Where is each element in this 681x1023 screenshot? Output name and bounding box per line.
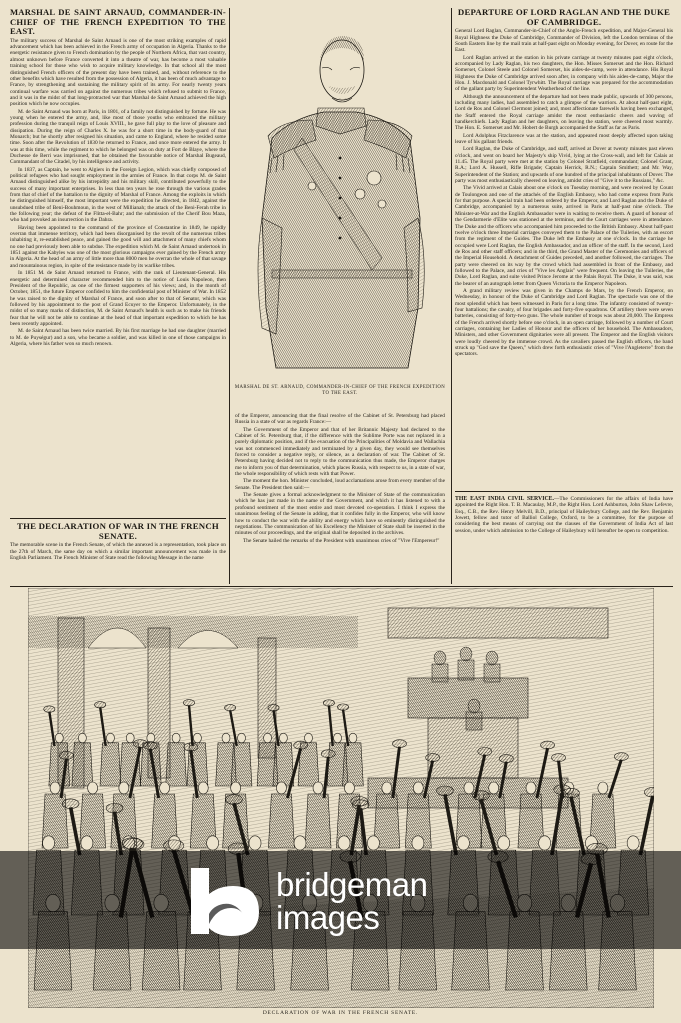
- paragraph: Lord Adolphus Fitzclarence was at the station, and appeared most deeply affected upon taking leave of his gallant friends.: [455, 132, 673, 146]
- article-declaration-of-war-continued: [235, 413, 445, 583]
- article-departure-lord-raglan: [455, 8, 673, 488]
- section-divider: [10, 518, 226, 519]
- paragraph: General Lord Raglan, Commander-in-Chief of the Anglo-French expedition, and Major-General his Royal Highness the Duke of Cambridge, Commander of Division, left the London terminus of the South Eastern line by the mail train at half-past eight on Monday evening, for Dover, en route for the East.: [455, 28, 673, 54]
- section-divider: [10, 586, 673, 587]
- article-east-india-civil-service: [455, 496, 673, 584]
- headline-saint-arnaud: MARSHAL DE SAINT ARNAUD, COMMANDER-IN-CHIEF OF THE FRENCH EXPEDITION TO THE EAST.: [10, 8, 226, 37]
- watermark-line1: bridgeman: [276, 866, 428, 903]
- paragraph: of the Emperor, announcing that the final resolve of the Cabinet of St. Petersburg had placed Russia in a state of war as regards France:—: [235, 413, 445, 426]
- paragraph: Having been appointed to the command of the province of Constantine in 1849, he rapidly overran that immense territory, which had been disorganised by the revolt of the numerous tribes inhabiting it, re-established peace, and gained the good will and attachment of many chiefs whom no one had previously been able to subdue. The expedition which M. de Saint Arnaud undertook in 1851 against the Kabyles was one of the most glorious campaigns ever gained by the French army in Algeria. At the head of an army of little more than 8000 men he overran the whole of that savage and mountainous region, in spite of the resistance made by its warlike tribes.: [10, 224, 226, 269]
- paragraph: The military success of Marshal de Saint Arnaud is one of the most striking examples of rapid advancement which has been achieved in the French army of occupation in Algeria. Thanks to the energetic resistance given to French domination by the people of Northern Africa, that vast country, almost unknown before France converted it into a theatre of war, has become a most valuable training school for those who wish to acquire military knowledge. In that school all the most distinguished French officers of the present day have been trained, and, without reference to the other benefits which have resulted from the possession of Algeria, it has been of much advantage to France, by strengthening and sustaining the military spirit of its army. For nearly twenty years continual warfare was carried on against the numerous tribes which refused to submit to France, and it was in the midst of that long-protracted war that Marshal de Saint Arnaud achieved the high position which he now occupies.: [10, 37, 226, 108]
- paragraph: The Government of the Emperor and that of her Britannic Majesty had declared to the Cabinet of St. Petersburg that, if the difference with the Sublime Porte was not replaced in a purely diplomatic position, and if the evacuation of the Principalities of Moldavia and Wallachia was not commenced immediately and terminated by a given day, they would see themselves forced to consider a negative reply, or silence, as a declaration of war. The Cabinet of St. Petersburg having decided not to reply to the communication thus made, the Emperor charges me to inform you of that determination, which places Russia, with respect to us, in a state of war, the whole responsibility of which rests with that Power.: [235, 426, 445, 478]
- watermark-wordmark: [276, 868, 427, 934]
- paragraph: Lord Raglan arrived at the station in his private carriage at twenty minutes past eight o'clock, accompanied by Lady Raglan, his two daughters, the Hon. Misses Somerset and the Hon. Richard Somerset, Colonel Steele and Colonel Somerset, his aides-de-camp, were in attendance. His Royal Highness the Duke of Cambridge arrived soon after, in company with his aides-de-camp, Major the Hon. J. Macdonald and Colonel Tyrwhitt. The Royal carriage was prepared for the accommodation of the gallant party by Superintendent Weatherhead of the line.: [455, 54, 673, 93]
- paragraph: M. de Saint Arnaud has been twice married. By his first marriage he had one daughter (married to M. de Puységur) and a son, who became a soldier, and was killed in one of those campaigns in Algeria, where his father won so much renown.: [10, 328, 226, 347]
- paragraph: The Senate hailed the remarks of the President with unanimous cries of "Vive l'Empereur!": [243, 537, 440, 544]
- section-divider: [455, 491, 673, 492]
- column-divider: [229, 8, 230, 584]
- watermark-line2: images: [276, 899, 380, 936]
- article-text: —The Commissioners for the affairs of India have appointed the Right Hon. T. B. Macaulay, M.P., the Right Hon. Lord Ashburton, John Shaw Lefevre, Esq., C.B., the Rev. Henry Melvill, B.D., principal of Haileybury College, and the Rev. Benjamin Jowett, fellow and tutor of Balliol College, Oxford, to be a committee, for the purpose of considering the best means of carrying out the clauses of the Government of India Act of last session, under which admission to the College of Haileybury will hereafter be open to competition.: [455, 496, 673, 534]
- article-saint-arnaud: [10, 8, 226, 516]
- paragraph: The memorable scene in the French Senate, of which the annexed is a representation, took place on the 27th of March, the same day on which a similar important announcement was made in the English Parliament. The French Minister of State read the following Message in the name: [10, 542, 226, 561]
- paragraph: In 1851 M. de Saint Arnaud returned to France, with the rank of Lieutenant-General. His energetic and determined character recommended him to the notice of Louis Napoleon, then President of the Republic, as one of the firmest supporters of his views; and, in the month of October, 1851, the future Emperor confided to him the confidential post of Minister of War. In 1852 he was raised to the dignity of Marshal of France, and soon after to that of Senator, which was followed by his appointment to the post of Grand Ecuyer to the Emperor. Unfortunately, in the midst of so many marks of distinction, M. de Saint Arnaud's health is such as to make his friends fear that he will not be able to continue at the head of that important expedition to which he has been recently appointed.: [10, 270, 226, 327]
- article-declaration-of-war: [10, 522, 226, 584]
- headline-east-india: THE EAST INDIA CIVIL SERVICE.: [455, 496, 554, 502]
- senate-caption: DECLARATION OF WAR IN THE FRENCH SENATE.: [262, 1010, 419, 1016]
- headline-declaration-of-war: THE DECLARATION OF WAR IN THE FRENCH SENATE.: [17, 522, 219, 541]
- paragraph: The moment the hon. Minister concluded, loud acclamations arose from every member of the Senate. The President then said:—: [235, 478, 445, 491]
- headline-departure-lord-raglan: DEPARTURE OF LORD RAGLAN AND THE DUKE OF CAMBRIDGE.: [457, 8, 671, 27]
- portrait-caption: MARSHAL DE ST. ARNAUD, COMMANDER-IN-CHIEF OF THE FRENCH EXPEDITION TO THE EAST.: [234, 385, 446, 396]
- paragraph: [455, 496, 673, 534]
- paragraph: Lord Raglan, the Duke of Cambridge, and staff, arrived at Dover at twenty minutes past eleven o'clock, and went on board her Majesty's ship Vivid, lying at the Cross-wall, and left for Calais at 11.45. The Royal party were met at the station by Colonel Stratfield, commandant; Colonel Grant, R.A.; Lord A. Hussell, Rifle Brigade; Captain Herrick, R.N.; Captain Smithett; and Mr. Way, Superintendent of the Station; and upwards of one hundred of the principal inhabitants of Dover. The party was most enthusiastically cheered on leaving, amidst cries of "Give it to the Russians," &c.: [455, 146, 673, 185]
- bridgeman-logo-icon: [187, 864, 265, 938]
- paragraph: The Senate gives a formal acknowledgment to the Minister of State of the communication which he has just made in the name of the Government, and which it has listened to with a profound sentiment of the most entire and most devoted co-operation. I think I express the unanimous feeling of the Senate in adding, that it confides fully in the Emperor, who will know how to conduct the war with the ability and energy which have so eminently distinguished the negotiations. The communication of his Excellency the Minister of State shall be inserted in the minutes of our proceedings, and the original shall be deposited in the archives.: [235, 492, 445, 537]
- paragraph: A grand military review was given in the Champs de Mars, by the French Emperor, on Wednesday, in honour of the Duke of Cambridge and Lord Raglan. The spectacle was one of the most splendid which has been witnessed in Paris for a long time. The infantry consisted of twenty-four battalions; the cavalry, of four brigades and forty-five squadrons. Of artillery there were seven batteries, consisting of forty-two guns. The whole number of troops was about 20,000. The Empress of the French arrived shortly before one o'clock, in an open carriage, followed by a number of Court carriages, containing her Ladies of Honour and the officers of her household. The Ambassadors, Ministers, and other Government dignitaries were all present. The Emperor and the English visitors were loudly cheered by the immense crowd. As the cavaliers passed the English officers, the band struck up "God save the Queen," which drew forth enthusiastic cries of "Vive l'Angleterre" from the spectators.: [455, 287, 673, 358]
- paragraph: The Vivid arrived at Calais about one o'clock on Tuesday morning, and were received by Count de Toulongeon and one of the attachés of the English Embassy, who had come express from Paris for that purpose. A special train had been ordered by the Emperor, and Lord Raglan and the Duke of Cambridge, accompanied by a numerous suite, arrived in Paris at half-past nine o'clock. The Minister-at-War and the English Ambassador were in waiting to receive them. A guard of honour of the Gendarmerie d'Elite was stationed at the terminus, and the Court carriages were in attendance. The Duke and the officers who accompanied him proceeded to the British Embassy. About half-past twelve o'clock three Imperial carriages conveyed them to the Palace of the Tuileries, with an escort from the regiment of the Guides. The Duke left the Embassy at one o'clock. In the carriage he occupied were Lord Raglan, the English Ambassador, and an officer of the staff. In the second, Lord de Ros and other staff officers; and in the third, the Grand Master of the Ceremonies and officers of the Imperial Household. A detachment of Guides preceded, and another followed, the carriages. The party were cheered on its way by the crowd which had assembled in front of the Embassy, and followed to the Palace, and cries of "Vive les Anglais" were frequent. On leaving the Tuileries, the Duke, Lord Raglan, and suite visited Prince Jerome at the Palais Royal. The Duke, it was said, was the bearer of an autograph letter from Queen Victoria to the Emperor Napoleon.: [455, 185, 673, 287]
- paragraph: M. de Saint Arnaud was born at Paris, in 1801, of a family not distinguished by fortune. He was young when he entered the army, and, like most of those youths who embraced the military profession during the tranquil reign of Louis XVIII., he gave full play to the love of pleasure and dissipation. During the reign of Charles X. he was for a short time in the body-guard of that Monarch; but he shortly after resigned his situation, and came to England, where he resided some time. Soon after the Revolution of 1830 he returned to France, and once more entered the army. It was at this time, while the regiment to which he belonged was on duty at Fort de Blaye, where the Duchesse de Berri was imprisoned, that he obtained the favourable notice of Marshal Bugeaud, Commandant of the Citadel, by his intelligence and activity.: [10, 108, 226, 166]
- paragraph: In 1837, as Captain, he went to Algiers in the Foreign Legion, which was chiefly composed of political refugees who had sought employment in the armies of France. In that corps M. de Saint Arnaud distinguished alike by his intrepidity and his military skill, contributed powerfully to the success of many important enterprises. In less than ten years he rose through the various grades from that of chief of the battalion to the dignity of Marshal of France. Among the exploits in which he distinguished himself, the most important were the expedition he directed, in 1842, against the unsubdued tribe of Beni-Bouhmoun, in the west of Millianah; the attack of the Beni-Ferah tribe in the following year; the defeat of the Flitta-el-Bahr; and the submission of the Cherif Bou Maza, who had provoked an insurrection in the Dahra.: [10, 166, 226, 224]
- column-divider: [451, 8, 452, 584]
- portrait-engraving-saint-arnaud: [232, 8, 448, 388]
- paragraph: Although the announcement of the departure had not been made public, upwards of 300 persons, including many ladies, had assembled to catch a glimpse of the warriors. At about half-past eight, Lord de Ros and Colonel Clermont joined; and, most affectionate farewells having been exchanged, the Staff entered the Royal carriage amidst the most enthusiastic cheers and waving of handkerchiefs. Lady Raglan and her daughters, on leaving the station, were cheered most warmly. The Hon. E. Somerset and Mr. Hobert de Burgh accompanied the Staff as far as Paris.: [455, 93, 673, 132]
